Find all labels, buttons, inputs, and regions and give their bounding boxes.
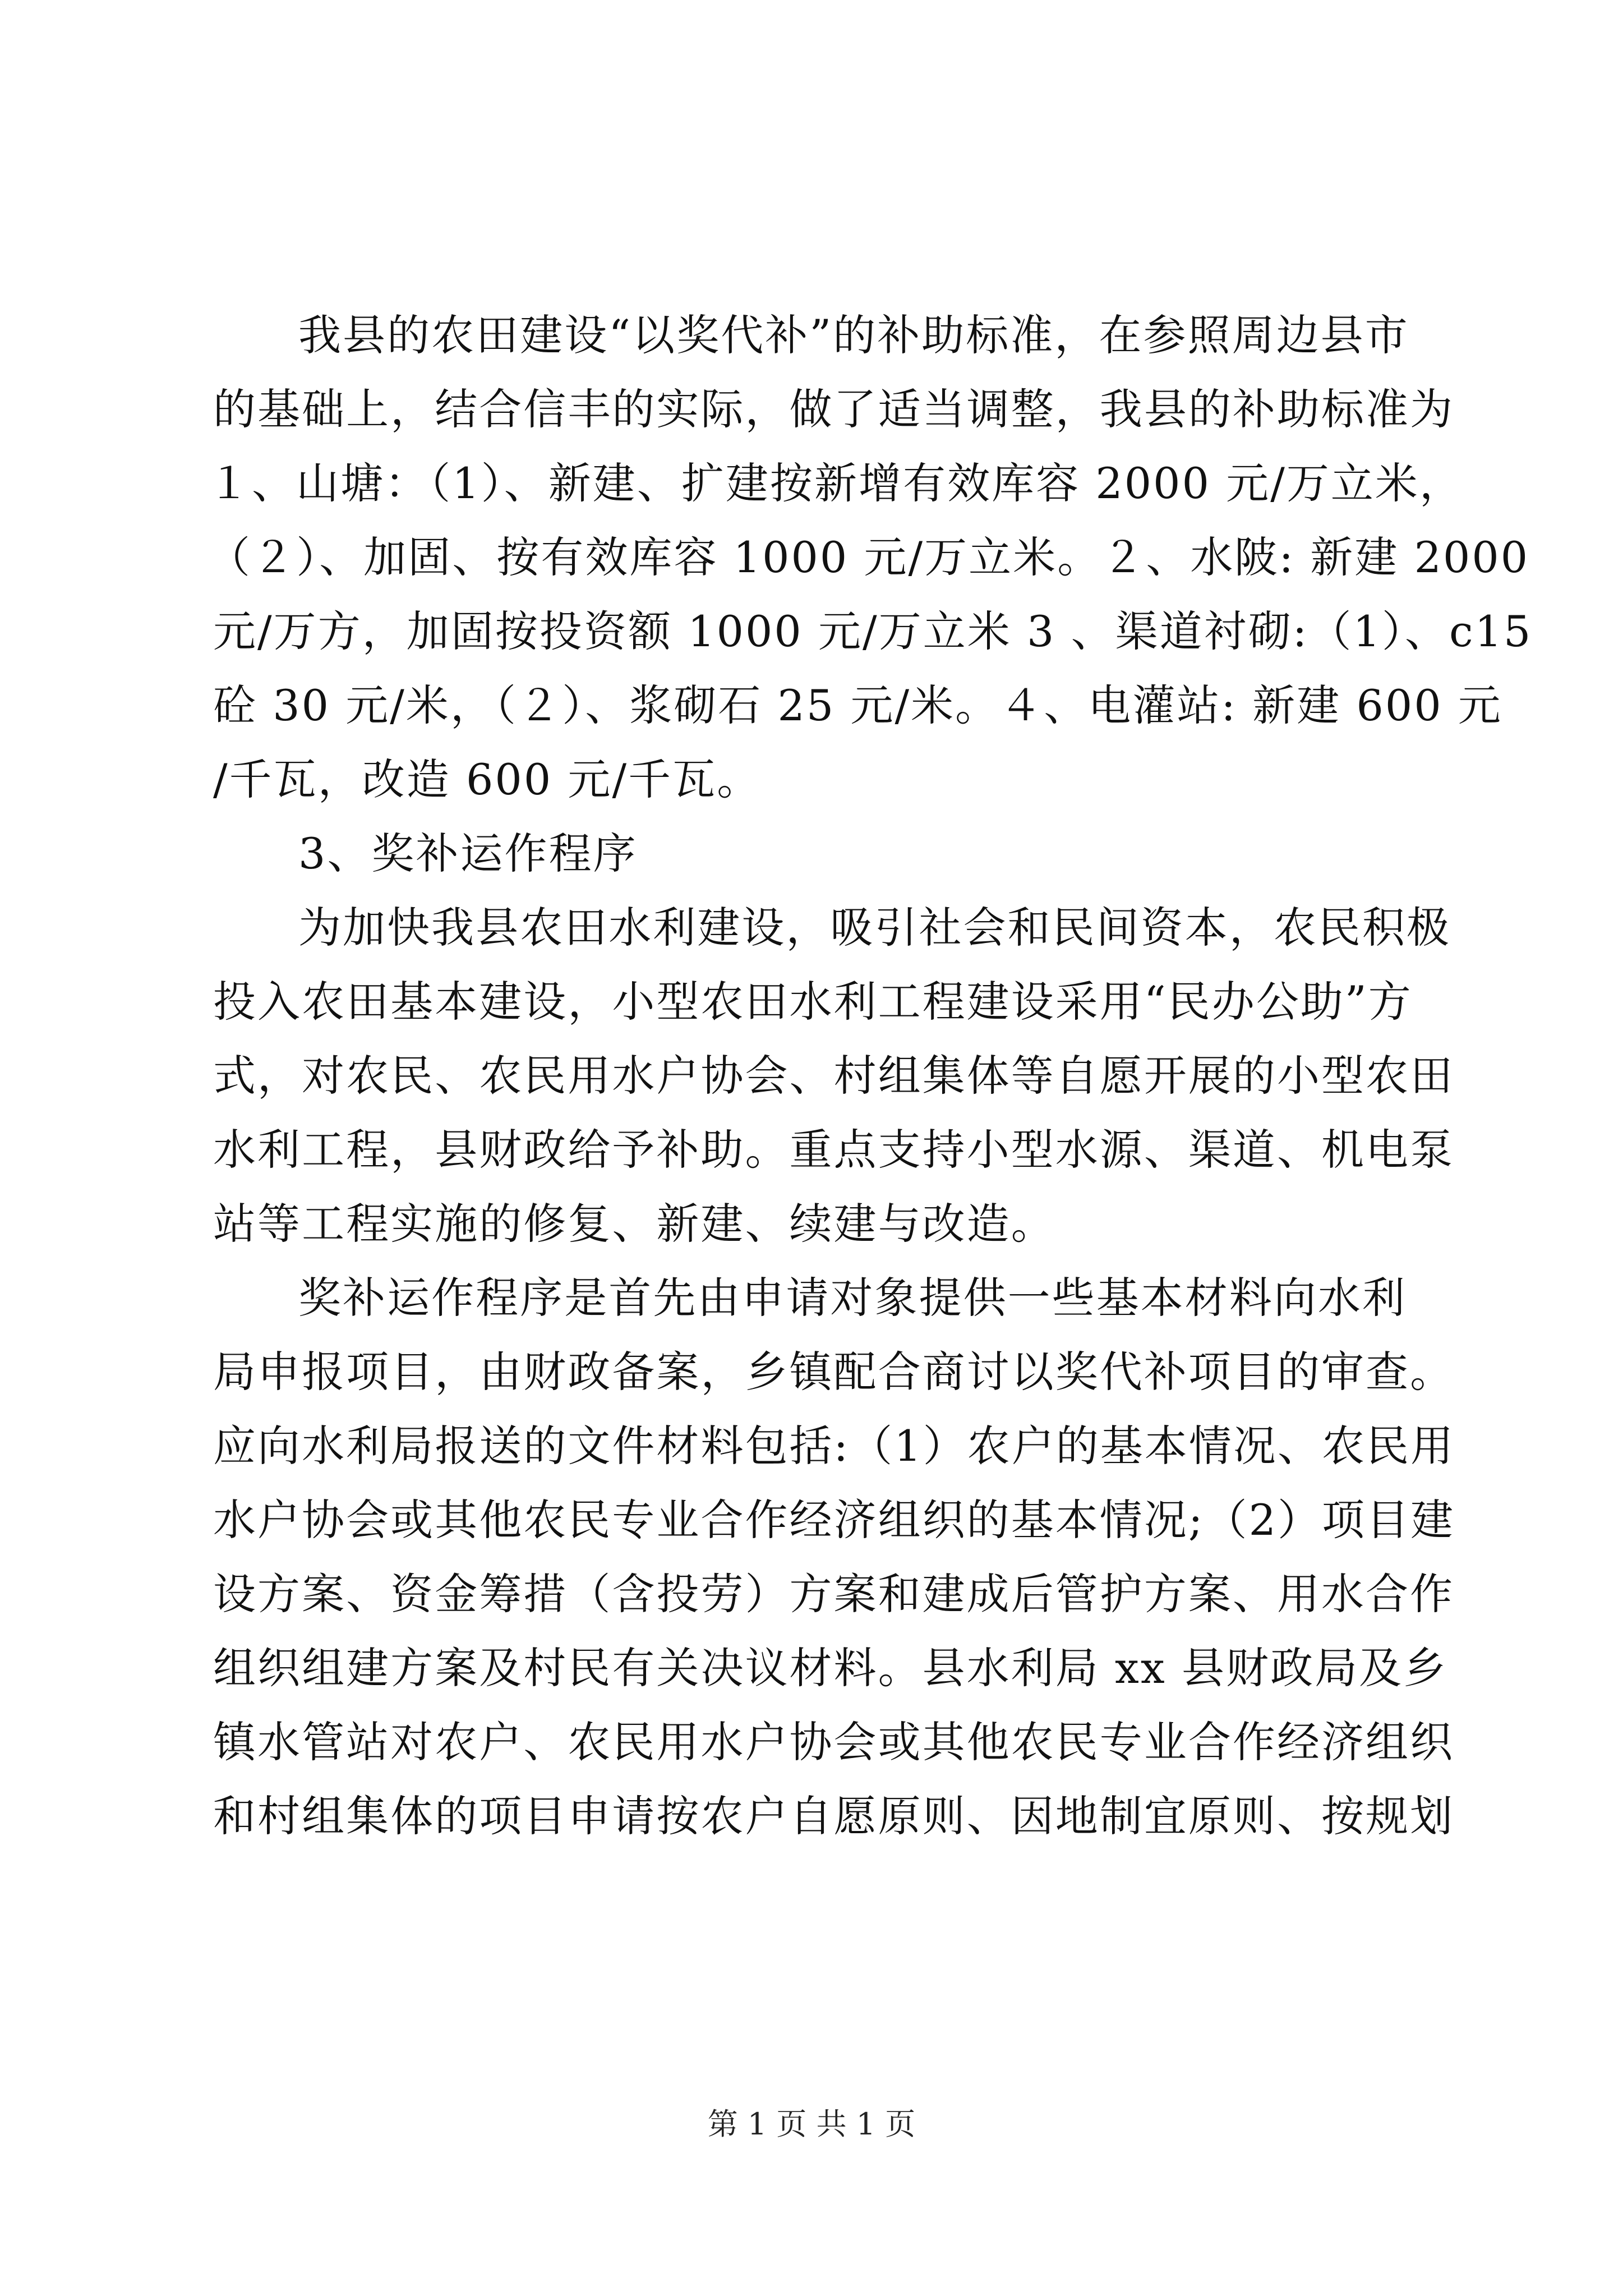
text-line: 设方案、资金筹措（含投劳）方案和建成后管护方案、用水合作: [213, 1569, 1455, 1619]
text-line: 投入农田基本建设，小型农田水利工程建设采用“民办公助”方: [213, 977, 1413, 1027]
text-line: 奖补运作程序是首先由申请对象提供一些基本材料向水利: [298, 1273, 1407, 1323]
text-line: 组织组建方案及村民有关决议材料。县水利局 xx 县财政局及乡: [213, 1643, 1448, 1693]
text-line: 砼 30 元/米，（２）、浆砌石 25 元/米。４、电灌站: 新建 600 元: [213, 680, 1502, 730]
text-line: 水户协会或其他农民专业合作经济组织的基本情况;（2）项目建: [213, 1495, 1455, 1545]
section-heading: 3、奖补运作程序: [298, 829, 638, 878]
text-line: 和村组集体的项目申请按农户自愿原则、因地制宜原则、按规划: [213, 1791, 1455, 1841]
text-line: 式，对农民、农民用水户协会、村组集体等自愿开展的小型农田: [213, 1051, 1455, 1101]
text-line: 的基础上，结合信丰的实际，做了适当调整，我县的补助标准为: [213, 384, 1455, 434]
text-line: 我县的农田建设“以奖代补”的补助标准，在参照周边县市: [298, 310, 1409, 360]
page-number-footer: 第 1 页 共 1 页: [707, 2106, 916, 2142]
text-line: １、山塘：（1）、新建、扩建按新增有效库容 2000 元/万立米，: [208, 458, 1464, 508]
text-line: /千瓦，改造 600 元/千瓦。: [213, 754, 762, 804]
text-line: 水利工程，县财政给予补助。重点支持小型水源、渠道、机电泵: [213, 1125, 1455, 1175]
text-line: 应向水利局报送的文件材料包括:（1）农户的基本情况、农民用: [213, 1421, 1455, 1471]
text-line: 局申报项目，由财政备案，乡镇配合商讨以奖代补项目的审查。: [213, 1347, 1455, 1397]
text-line: 为加快我县农田水利建设，吸引社会和民间资本，农民积极: [298, 903, 1451, 953]
text-line: 站等工程实施的修复、新建、续建与改造。: [213, 1199, 1055, 1249]
text-line: （２）、加固、按有效库容 1000 元/万立米。２、水陂: 新建 2000: [208, 532, 1530, 582]
text-line: 元/万方，加固按投资额 1000 元/万立米 3 、渠道衬砌:（1）、c15: [213, 606, 1533, 656]
text-line: 镇水管站对农户、农民用水户协会或其他农民专业合作经济组织: [213, 1717, 1455, 1767]
